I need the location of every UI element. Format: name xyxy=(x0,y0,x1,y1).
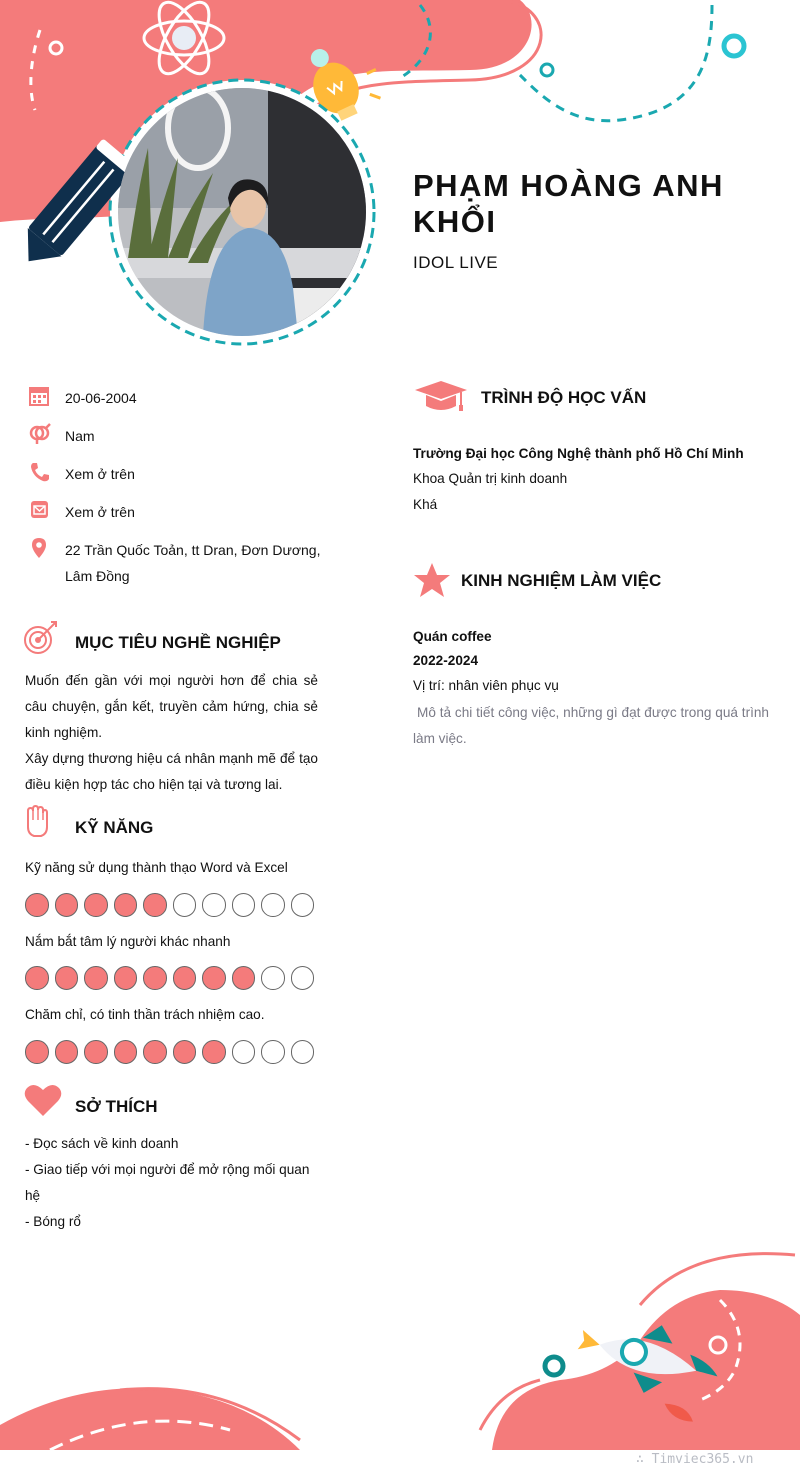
rating-dot-filled xyxy=(55,1040,79,1064)
rating-dot-filled xyxy=(202,966,226,990)
rating-dot-filled xyxy=(55,893,79,917)
email-value: Xem ở trên xyxy=(65,504,135,520)
rating-dot-filled xyxy=(114,893,138,917)
phone-value: Xem ở trên xyxy=(65,466,135,482)
experience-position: Vị trí: nhân viên phục vụ xyxy=(413,678,559,693)
rating-dot-filled xyxy=(173,1040,197,1064)
rating-dot-filled xyxy=(25,1040,49,1064)
skills-title: KỸ NĂNG xyxy=(75,818,154,837)
star-icon xyxy=(413,562,451,598)
hand-icon xyxy=(24,805,50,839)
rating-dot-empty xyxy=(291,893,315,917)
target-icon xyxy=(22,620,60,656)
hobby-item: - Bóng rổ xyxy=(25,1214,81,1229)
skill-rating xyxy=(25,1040,314,1064)
calendar-icon xyxy=(28,385,52,407)
rating-dot-empty xyxy=(291,1040,315,1064)
education-grade: Khá xyxy=(413,497,438,512)
rating-dot-empty xyxy=(202,893,226,917)
experience-company: Quán coffee xyxy=(413,629,492,644)
rating-dot-filled xyxy=(143,893,167,917)
experience-description: Mô tả chi tiết công việc, những gì đạt được trong quá trình làm việc. xyxy=(413,705,769,746)
rating-dot-filled xyxy=(202,1040,226,1064)
heart-icon xyxy=(24,1083,62,1117)
rating-dot-filled xyxy=(84,966,108,990)
rating-dot-filled xyxy=(232,966,256,990)
skill-name: Chăm chỉ, có tinh thần trách nhiệm cao. xyxy=(25,1007,265,1022)
rating-dot-filled xyxy=(143,1040,167,1064)
skill-name: Kỹ năng sử dụng thành thạo Word và Excel xyxy=(25,860,288,875)
experience-title: KINH NGHIỆM LÀM VIỆC xyxy=(461,571,662,590)
objective-text-2: Xây dựng thương hiệu cá nhân mạnh mẽ để tạo điều kiện hợp tác cho hiện tại và tương lai. xyxy=(25,751,318,792)
hobby-item: - Giao tiếp với mọi người để mở rộng mối quan hệ xyxy=(25,1162,310,1203)
skill-rating xyxy=(25,893,314,917)
rating-dot-empty xyxy=(232,1040,256,1064)
profile-photo xyxy=(118,88,366,336)
phone-icon xyxy=(28,461,52,483)
graduation-cap-icon xyxy=(413,380,469,416)
rating-dot-empty xyxy=(232,893,256,917)
skill-name: Nắm bắt tâm lý người khác nhanh xyxy=(25,934,231,949)
education-faculty: Khoa Quản trị kinh doanh xyxy=(413,471,568,486)
job-title: IDOL LIVE xyxy=(413,253,499,272)
gender-icon xyxy=(28,423,52,445)
rating-dot-filled xyxy=(173,966,197,990)
objective-title: MỤC TIÊU NGHỀ NGHIỆP xyxy=(75,633,281,652)
rating-dot-filled xyxy=(114,966,138,990)
objective-text-1: Muốn đến gần với mọi người hơn để chia sẻ câu chuyện, gắn kết, truyền cảm hứng, chia sẻ kinh nghiệm. xyxy=(25,673,318,740)
location-icon xyxy=(28,537,52,559)
education-title: TRÌNH ĐỘ HỌC VẤN xyxy=(481,388,647,407)
rating-dot-filled xyxy=(25,966,49,990)
experience-period: 2022-2024 xyxy=(413,653,479,668)
rating-dot-empty xyxy=(261,893,285,917)
education-school: Trường Đại học Công Nghệ thành phố Hồ Chí Minh xyxy=(413,446,744,461)
rating-dot-empty xyxy=(173,893,197,917)
rating-dot-empty xyxy=(261,966,285,990)
rating-dot-filled xyxy=(55,966,79,990)
gender-value: Nam xyxy=(65,428,95,444)
rating-dot-filled xyxy=(84,893,108,917)
rating-dot-filled xyxy=(114,1040,138,1064)
footer-decoration xyxy=(0,1240,800,1450)
skill-rating xyxy=(25,966,314,990)
address-value: 22 Trần Quốc Toản, tt Dran, Đơn Dương, Lâm Đồng xyxy=(65,542,321,584)
email-icon xyxy=(28,499,52,521)
rating-dot-filled xyxy=(25,893,49,917)
birthday-value: 20-06-2004 xyxy=(65,390,137,406)
rating-dot-empty xyxy=(261,1040,285,1064)
hobbies-title: SỞ THÍCH xyxy=(75,1097,158,1116)
candidate-name: PHẠM HOÀNG ANH KHỔI xyxy=(413,168,724,239)
watermark: ∴ Timviec365.vn xyxy=(636,1452,754,1467)
rating-dot-filled xyxy=(84,1040,108,1064)
hobby-item: - Đọc sách về kinh doanh xyxy=(25,1136,179,1151)
rating-dot-empty xyxy=(291,966,315,990)
rating-dot-filled xyxy=(143,966,167,990)
